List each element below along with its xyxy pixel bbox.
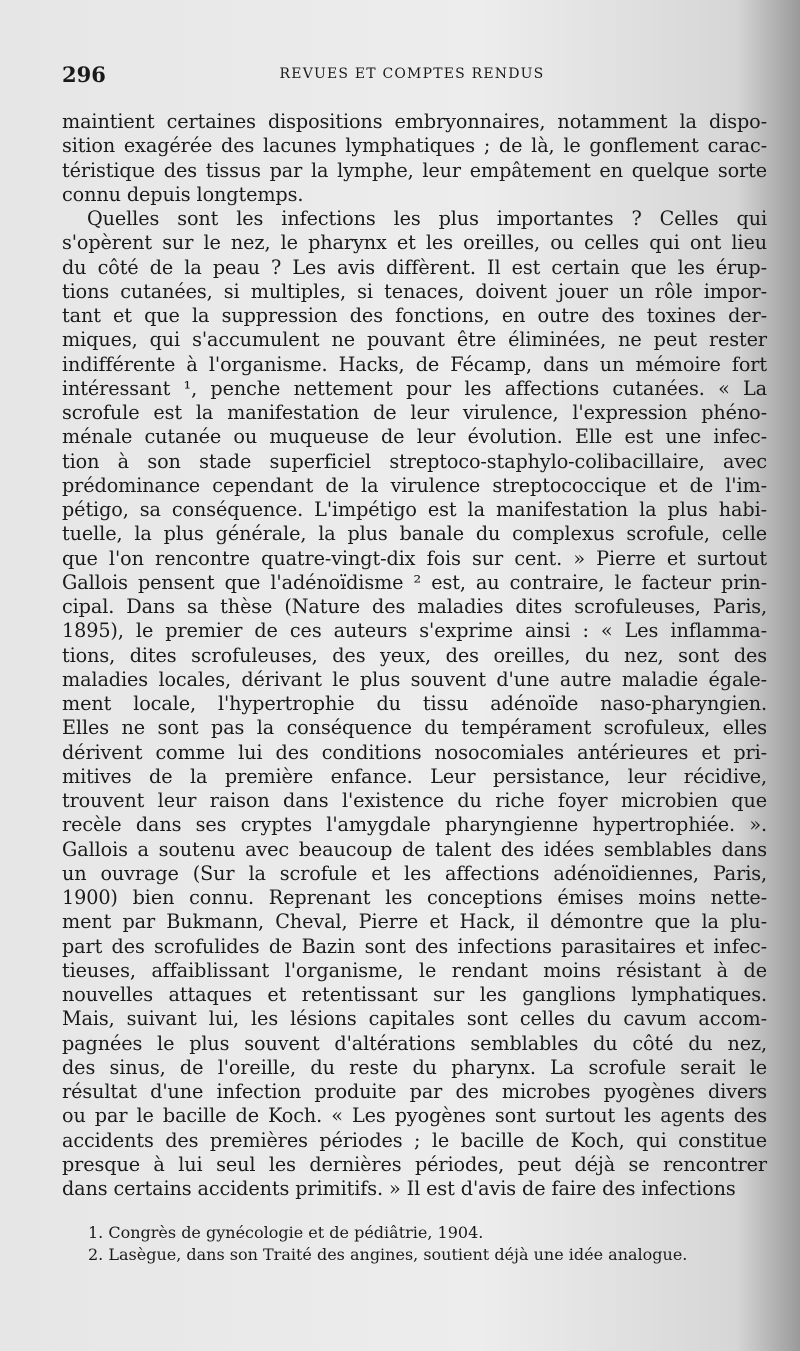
text-line: Elles ne sont pas la conséquence du tempérament scrofuleux, elles [62, 716, 767, 740]
text-line: connu depuis longtemps. [62, 182, 304, 206]
footnote: 2. Lasègue, dans son Traité des angines, soutient déjà une idée analogue. [88, 1245, 688, 1264]
text-line: sition exagérée des lacunes lymphatiques ; de là, le gonflement carac- [62, 134, 767, 158]
text-line: téristique des tissus par la lymphe, leur empâtement en quelque sorte [62, 158, 767, 182]
text-line: nouvelles attaques et retentissant sur les ganglions lymphatiques. [62, 983, 767, 1006]
text-line: recèle dans ses cryptes l'amygdale pharyngienne hypertrophiée. ». [62, 813, 767, 837]
running-title: REVUES ET COMPTES RENDUS [279, 66, 545, 82]
text-line: s'opèrent sur le nez, le pharynx et les oreilles, ou celles qui ont lieu [62, 231, 767, 255]
body-text [62, 110, 767, 1201]
text-line: pagnées le plus souvent d'altérations semblables du côté du nez, [62, 1031, 767, 1055]
text-line: que l'on rencontre quatre-vingt-dix fois sur cent. » Pierre et surtout [62, 546, 767, 570]
text-line: maintient certaines dispositions embryonnaires, notamment la dispo- [62, 110, 767, 133]
text-line: tion à son stade superficiel streptoco-staphylo-colibacillaire, avec [62, 449, 767, 473]
footnotes [88, 1222, 768, 1266]
text-line: accidents des premières périodes ; le bacille de Koch, qui constitue [62, 1128, 767, 1152]
text-line: ment par Bukmann, Cheval, Pierre et Hack, il démontre que la plu- [62, 910, 767, 934]
text-line: 1900) bien connu. Reprenant les conceptions émises moins nette- [62, 886, 767, 909]
text-line: tuelle, la plus générale, la plus banale du complexus scrofule, celle [62, 522, 767, 546]
text-line: Mais, suivant lui, les lésions capitales sont celles du cavum accom- [62, 1007, 767, 1031]
text-line: tions cutanées, si multiples, si tenaces, doivent jouer un rôle impor- [62, 279, 767, 303]
text-line: Quelles sont les infections les plus importantes ? Celles qui [87, 207, 767, 230]
text-line: tieuses, affaiblissant l'organisme, le rendant moins résistant à de [62, 958, 767, 982]
text-line: ménale cutanée ou muqueuse de leur évolution. Elle est une infec- [62, 425, 767, 449]
text-line: presque à lui seul les dernières périodes, peut déjà se rencontrer [62, 1152, 767, 1176]
page-number: 296 [62, 62, 106, 87]
text-line: des sinus, de l'oreille, du reste du pharynx. La scrofule serait le [62, 1055, 767, 1079]
text-line: tant et que la suppression des fonctions, en outre des toxines der- [62, 304, 767, 327]
text-line: résultat d'une infection produite par des microbes pyogènes divers [62, 1080, 767, 1103]
text-line: tions, dites scrofuleuses, des yeux, des oreilles, du nez, sont des [62, 643, 767, 667]
text-line: 1895), le premier de ces auteurs s'exprime ainsi : « Les inflamma- [62, 619, 767, 643]
text-line: Gallois pensent que l'adénoïdisme ² est, au contraire, le facteur prin- [62, 570, 767, 594]
footnote: 1. Congrès de gynécologie et de pédiâtrie, 1904. [88, 1223, 484, 1242]
text-line: scrofule est la manifestation de leur virulence, l'expression phéno- [62, 401, 767, 424]
text-line: dérivent comme lui des conditions nosocomiales antérieures et pri- [62, 740, 767, 764]
text-line: cipal. Dans sa thèse (Nature des maladies dites scrofuleuses, Paris, [62, 595, 767, 618]
text-line: pétigo, sa conséquence. L'impétigo est la manifestation la plus habi- [62, 498, 767, 521]
text-line: ou par le bacille de Koch. « Les pyogènes sont surtout les agents des [62, 1104, 767, 1128]
text-line: part des scrofulides de Bazin sont des infections parasitaires et infec- [62, 934, 767, 958]
text-line: dans certains accidents primitifs. » Il est d'avis de faire des infections [62, 1177, 736, 1200]
text-line: ment locale, l'hypertrophie du tissu adénoïde naso-pharyngien. [62, 692, 767, 715]
text-line: maladies locales, dérivant le plus souvent d'une autre maladie égale- [62, 667, 767, 691]
text-line: miques, qui s'accumulent ne pouvant être éliminées, ne peut rester [62, 328, 767, 352]
page-header [62, 62, 762, 92]
text-line: intéressant ¹, penche nettement pour les affections cutanées. « La [62, 376, 767, 400]
text-line: Gallois a soutenu avec beaucoup de talent des idées semblables dans [62, 837, 767, 861]
text-line: mitives de la première enfance. Leur persistance, leur récidive, [62, 764, 767, 788]
text-line: prédominance cependant de la virulence streptococcique et de l'im- [62, 473, 767, 497]
text-line: un ouvrage (Sur la scrofule et les affections adénoïdiennes, Paris, [62, 861, 767, 885]
text-line: indifférente à l'organisme. Hacks, de Fécamp, dans un mémoire fort [62, 352, 767, 376]
text-line: trouvent leur raison dans l'existence du riche foyer microbien que [62, 789, 767, 812]
text-line: du côté de la peau ? Les avis diffèrent. Il est certain que les érup- [62, 255, 767, 279]
